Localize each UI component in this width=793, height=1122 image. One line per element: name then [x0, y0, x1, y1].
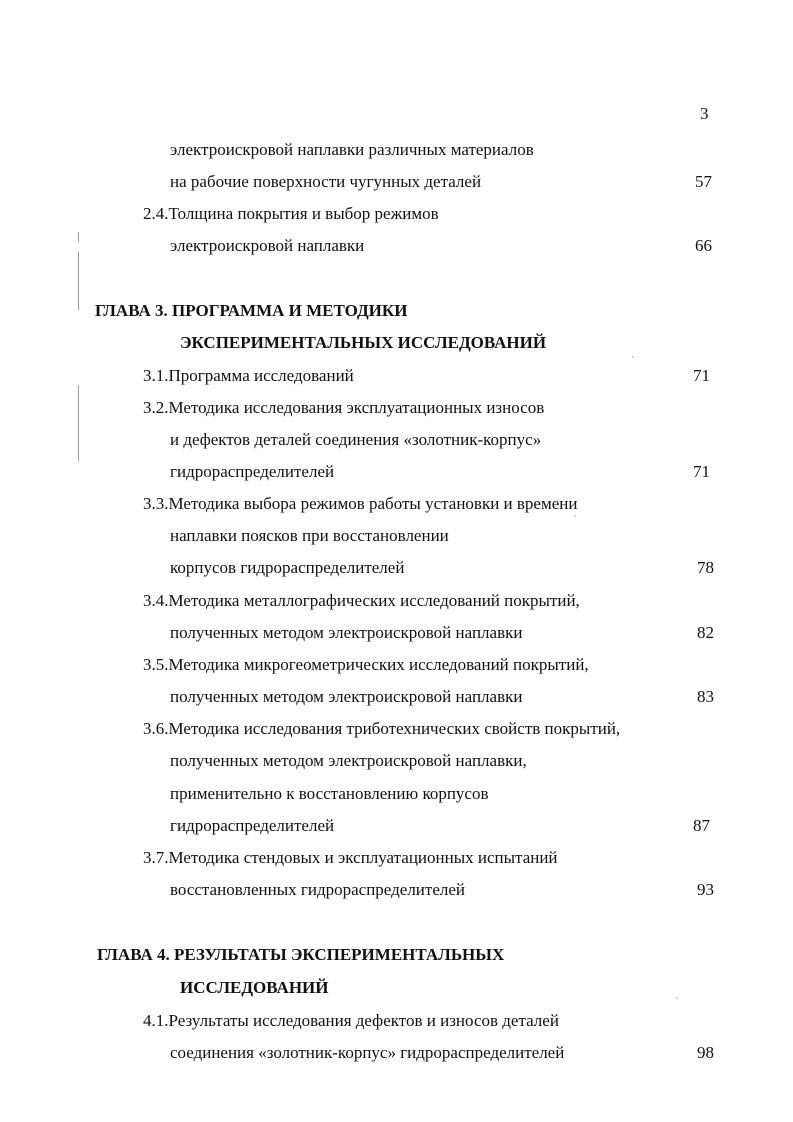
section-3-6-text-cont: гидрораспределителей	[170, 816, 335, 835]
section-3-4-text-cont: полученных методом электроискровой наплавки	[170, 623, 523, 642]
section-4-1-text: 4.1.Результаты исследования дефектов и износов деталей	[143, 1011, 559, 1030]
section-3-4-text: 3.4.Методика металлографических исследований покрытий,	[143, 591, 580, 610]
section-3-7-text: 3.7.Методика стендовых и эксплуатационных испытаний	[143, 848, 558, 867]
section-3-6-text-cont: полученных методом электроискровой наплавки,	[170, 751, 527, 770]
section-3-2-page: 71	[693, 462, 710, 481]
section-3-3-text-cont: корпусов гидрораспределителей	[170, 558, 405, 577]
section-3-6-text-cont: применительно к восстановлению корпусов	[170, 784, 489, 803]
scan-dot	[676, 997, 678, 999]
chapter-3-heading: ГЛАВА 3. ПРОГРАММА И МЕТОДИКИ	[95, 301, 408, 320]
toc-entry-text: электроискровой наплавки	[170, 236, 365, 255]
toc-entry-page: 66	[695, 236, 712, 255]
section-3-6-page: 87	[693, 816, 710, 835]
section-3-7-text-cont: восстановленных гидрораспределителей	[170, 880, 466, 899]
chapter-4-heading-cont: ИССЛЕДОВАНИЙ	[180, 978, 329, 997]
section-3-1-text: 3.1.Программа исследований	[143, 366, 354, 385]
chapter-3-heading-cont: ЭКСПЕРИМЕНТАЛЬНЫХ ИССЛЕДОВАНИЙ	[180, 333, 547, 352]
section-3-7-page: 93	[697, 880, 714, 899]
section-3-3-page: 78	[697, 558, 714, 577]
toc-entry-text: электроискровой наплавки различных материалов	[170, 140, 534, 159]
scan-mark	[78, 385, 79, 461]
scan-dot	[574, 515, 576, 517]
scan-mark	[78, 252, 79, 310]
section-3-6-text: 3.6.Методика исследования триботехнических свойств покрытий,	[143, 719, 621, 738]
chapter-4-heading: ГЛАВА 4. РЕЗУЛЬТАТЫ ЭКСПЕРИМЕНТАЛЬНЫХ	[97, 945, 505, 964]
section-4-1-page: 98	[697, 1043, 714, 1062]
section-3-2-text-cont: и дефектов деталей соединения «золотник-корпус»	[170, 430, 542, 449]
toc-entry-page: 57	[695, 172, 712, 191]
section-3-3-text-cont: наплавки поясков при восстановлении	[170, 526, 449, 545]
section-3-2-text-cont: гидрораспределителей	[170, 462, 335, 481]
section-4-1-text-cont: соединения «золотник-корпус» гидрораспределителей	[170, 1043, 565, 1062]
scan-dot	[632, 356, 634, 358]
section-3-5-text: 3.5.Методика микрогеометрических исследований покрытий,	[143, 655, 589, 674]
toc-entry-text: на рабочие поверхности чугунных деталей	[170, 172, 482, 191]
section-3-2-text: 3.2.Методика исследования эксплуатационных износов	[143, 398, 545, 417]
scan-mark	[78, 232, 79, 242]
section-3-5-text-cont: полученных методом электроискровой наплавки	[170, 687, 523, 706]
section-3-1-page: 71	[693, 366, 710, 385]
section-3-4-page: 82	[697, 623, 714, 642]
section-3-5-page: 83	[697, 687, 714, 706]
page-number: 3	[700, 104, 709, 123]
section-3-3-text: 3.3.Методика выбора режимов работы установки и времени	[143, 494, 578, 513]
toc-entry-text: 2.4.Толщина покрытия и выбор режимов	[143, 204, 439, 223]
